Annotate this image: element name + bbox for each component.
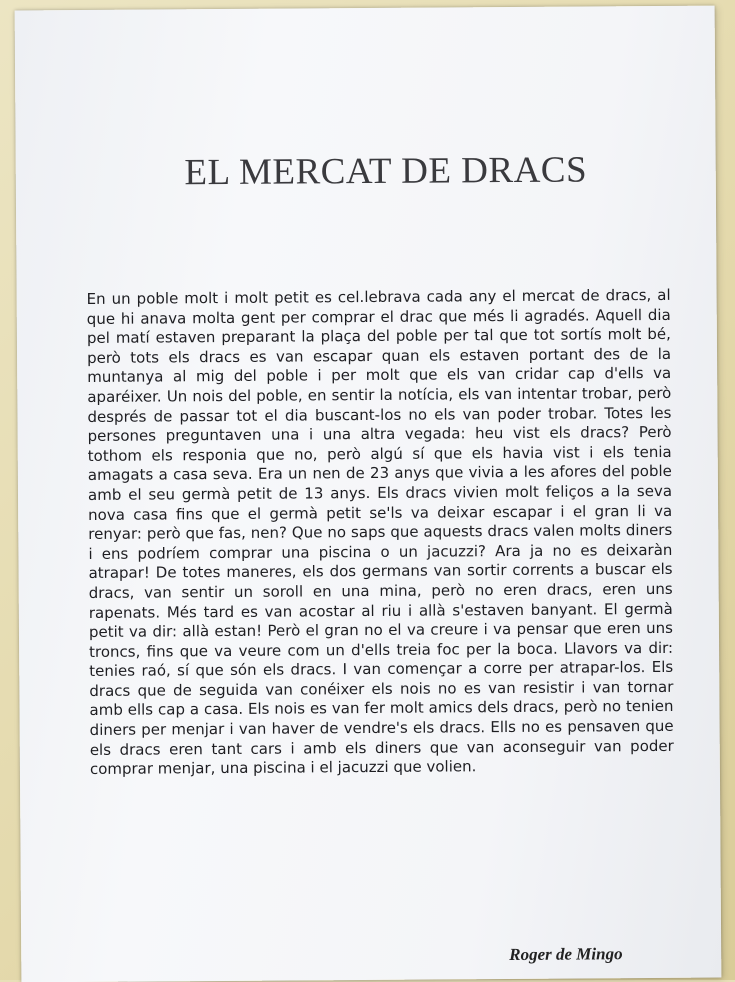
author-signature: Roger de Mingo [509,944,623,965]
paper-sheet [15,6,722,982]
story-text: En un poble molt i molt petit es cel.lebrava cada any el mercat de dracs, al que hi anava molta gent per comprar el drac que més li agradés. Aquell dia pel matí estaven preparant la plaça del poble per tal que tot sortís molt bé, però tots els dracs es van escapar quan els estaven portant des de la muntanya al mig del poble i per molt que els van cridar cap d'ells va aparéixer. Un nois del poble, en sentir la notícia, els van intentar trobar, però després de passar tot el dia buscant-los no els van poder trobar. Totes les persones preguntaven una i una altra vegada: heu vist els dracs? Però tothom els responia que no, però algú sí que els havia vist i els tenia amagats a casa seva. Era un nen de 23 anys que vivia a les afores del poble amb el seu germà petit de 13 anys. Els dracs vivien molt feliços a la seva nova casa fins que el germà petit se'ls va deixar escapar i el gran li va renyar: però que fas, nen? Que no saps que aquests dracs valen molts diners i ens podríem comprar una piscina o un jacuzzi? Ara ja no es deixaràn atrapar! De totes maneres, els dos germans van sortir corrents a buscar els dracs, van sentir un soroll en una mina, però no eren dracs, eren uns rapenats. Més tard es van acostar al riu i allà s'estaven banyant. El germà petit va dir: allà estan! Però el gran no el va creure i va pensar que eren uns troncs, fins que va veure com un d'ells treia foc per la boca. Llavors va dir: tenies raó, sí que són els dracs. I van començar a corre per atrapar-los. Els dracs que de seguida van conéixer els nois no es van resistir i van tornar amb ells cap a casa. Els nois es van fer molt amics dels dracs, però no tenien diners per menjar i van haver de vendre's els dracs. Ells no es pensaven que els dracs eren tant cars i amb els diners que van aconseguir van poder comprar menjar, una piscina i el jacuzzi que volien. [86,285,674,779]
document-title: EL MERCAT DE DRACS [184,149,588,194]
